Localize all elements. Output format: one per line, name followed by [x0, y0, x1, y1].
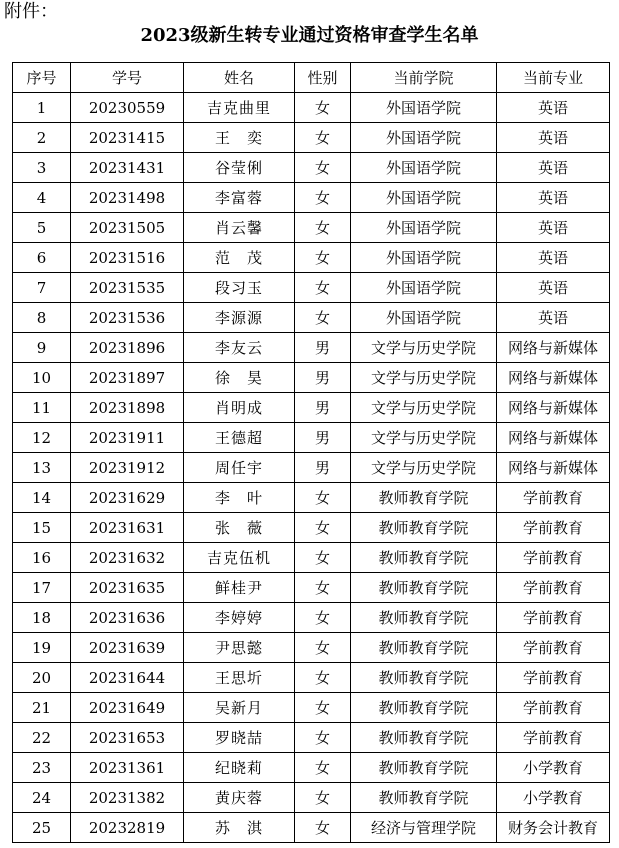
cell-major: 学前教育: [497, 693, 610, 723]
cell-name: 王思圻: [184, 663, 295, 693]
header-index: 序号: [13, 63, 71, 93]
cell-gender: 女: [295, 93, 351, 123]
cell-gender: 男: [295, 423, 351, 453]
cell-gender: 女: [295, 573, 351, 603]
cell-name: 肖云馨: [184, 213, 295, 243]
table-row: [13, 663, 610, 693]
cell-major: 英语: [497, 213, 610, 243]
cell-name: 李源源: [184, 303, 295, 333]
cell-name: 黄庆蓉: [184, 783, 295, 813]
table-row: [13, 243, 610, 273]
cell-major: 网络与新媒体: [497, 393, 610, 423]
cell-index: 10: [13, 363, 71, 393]
table-row: [13, 303, 610, 333]
table-row: [13, 603, 610, 633]
table-row: [13, 783, 610, 813]
cell-index: 9: [13, 333, 71, 363]
cell-name: 张 薇: [184, 513, 295, 543]
cell-name: 李友云: [184, 333, 295, 363]
cell-college: 教师教育学院: [351, 783, 497, 813]
cell-index: 11: [13, 393, 71, 423]
cell-index: 1: [13, 93, 71, 123]
cell-name: 范 茂: [184, 243, 295, 273]
cell-index: 21: [13, 693, 71, 723]
table-row: [13, 723, 610, 753]
cell-index: 12: [13, 423, 71, 453]
cell-college: 文学与历史学院: [351, 393, 497, 423]
cell-major: 学前教育: [497, 513, 610, 543]
cell-college: 教师教育学院: [351, 573, 497, 603]
cell-gender: 女: [295, 303, 351, 333]
table-row: [13, 693, 610, 723]
cell-college: 教师教育学院: [351, 753, 497, 783]
cell-major: 英语: [497, 303, 610, 333]
cell-college: 教师教育学院: [351, 663, 497, 693]
cell-student-id: 20231897: [71, 363, 184, 393]
header-major: 当前专业: [497, 63, 610, 93]
cell-major: 学前教育: [497, 603, 610, 633]
student-roster-table: [12, 62, 610, 843]
cell-gender: 女: [295, 153, 351, 183]
cell-college: 外国语学院: [351, 213, 497, 243]
table-row: [13, 273, 610, 303]
cell-student-id: 20230559: [71, 93, 184, 123]
cell-major: 网络与新媒体: [497, 423, 610, 453]
cell-student-id: 20231636: [71, 603, 184, 633]
cell-student-id: 20231516: [71, 243, 184, 273]
cell-student-id: 20231382: [71, 783, 184, 813]
cell-major: 英语: [497, 273, 610, 303]
cell-major: 英语: [497, 93, 610, 123]
cell-major: 学前教育: [497, 663, 610, 693]
cell-student-id: 20231653: [71, 723, 184, 753]
table-row: [13, 633, 610, 663]
cell-gender: 女: [295, 273, 351, 303]
cell-student-id: 20232819: [71, 813, 184, 843]
header-student-id: 学号: [71, 63, 184, 93]
table-row: [13, 333, 610, 363]
table-row: [13, 393, 610, 423]
cell-college: 外国语学院: [351, 243, 497, 273]
cell-gender: 女: [295, 123, 351, 153]
cell-major: 英语: [497, 183, 610, 213]
table-row: [13, 543, 610, 573]
cell-gender: 男: [295, 363, 351, 393]
cell-index: 8: [13, 303, 71, 333]
cell-college: 外国语学院: [351, 183, 497, 213]
cell-student-id: 20231498: [71, 183, 184, 213]
cell-index: 17: [13, 573, 71, 603]
table-row: [13, 93, 610, 123]
cell-name: 王 奕: [184, 123, 295, 153]
cell-student-id: 20231898: [71, 393, 184, 423]
table-row: [13, 753, 610, 783]
cell-college: 外国语学院: [351, 273, 497, 303]
cell-index: 7: [13, 273, 71, 303]
cell-college: 教师教育学院: [351, 543, 497, 573]
cell-major: 英语: [497, 123, 610, 153]
cell-index: 23: [13, 753, 71, 783]
cell-gender: 女: [295, 813, 351, 843]
cell-major: 网络与新媒体: [497, 333, 610, 363]
cell-major: 小学教育: [497, 783, 610, 813]
cell-gender: 女: [295, 693, 351, 723]
cell-gender: 女: [295, 243, 351, 273]
header-college: 当前学院: [351, 63, 497, 93]
table-row: [13, 513, 610, 543]
cell-name: 吴新月: [184, 693, 295, 723]
cell-index: 18: [13, 603, 71, 633]
cell-college: 教师教育学院: [351, 483, 497, 513]
cell-name: 罗晓喆: [184, 723, 295, 753]
cell-student-id: 20231431: [71, 153, 184, 183]
cell-student-id: 20231415: [71, 123, 184, 153]
cell-gender: 女: [295, 543, 351, 573]
cell-index: 16: [13, 543, 71, 573]
cell-name: 李婷婷: [184, 603, 295, 633]
cell-college: 外国语学院: [351, 93, 497, 123]
cell-index: 2: [13, 123, 71, 153]
attachment-label: 附件：: [4, 1, 58, 22]
cell-name: 纪晓莉: [184, 753, 295, 783]
cell-student-id: 20231635: [71, 573, 184, 603]
cell-name: 鲜桂尹: [184, 573, 295, 603]
cell-major: 英语: [497, 153, 610, 183]
cell-name: 谷莹俐: [184, 153, 295, 183]
cell-name: 吉克伍机: [184, 543, 295, 573]
cell-major: 英语: [497, 243, 610, 273]
cell-college: 外国语学院: [351, 123, 497, 153]
cell-college: 文学与历史学院: [351, 453, 497, 483]
table-row: [13, 813, 610, 843]
table-row: [13, 183, 610, 213]
cell-college: 文学与历史学院: [351, 423, 497, 453]
cell-student-id: 20231361: [71, 753, 184, 783]
cell-student-id: 20231505: [71, 213, 184, 243]
cell-index: 14: [13, 483, 71, 513]
cell-index: 3: [13, 153, 71, 183]
cell-gender: 女: [295, 663, 351, 693]
table-row: [13, 423, 610, 453]
cell-name: 肖明成: [184, 393, 295, 423]
cell-gender: 男: [295, 453, 351, 483]
table-row: [13, 153, 610, 183]
cell-index: 22: [13, 723, 71, 753]
cell-index: 24: [13, 783, 71, 813]
cell-major: 学前教育: [497, 483, 610, 513]
cell-name: 李富蓉: [184, 183, 295, 213]
cell-student-id: 20231644: [71, 663, 184, 693]
cell-college: 教师教育学院: [351, 603, 497, 633]
cell-major: 网络与新媒体: [497, 363, 610, 393]
cell-student-id: 20231639: [71, 633, 184, 663]
cell-student-id: 20231535: [71, 273, 184, 303]
cell-college: 经济与管理学院: [351, 813, 497, 843]
cell-college: 文学与历史学院: [351, 363, 497, 393]
cell-gender: 男: [295, 393, 351, 423]
table-row: [13, 573, 610, 603]
cell-name: 王德超: [184, 423, 295, 453]
cell-student-id: 20231631: [71, 513, 184, 543]
cell-major: 网络与新媒体: [497, 453, 610, 483]
cell-index: 19: [13, 633, 71, 663]
cell-name: 李 叶: [184, 483, 295, 513]
table-row: [13, 123, 610, 153]
cell-gender: 女: [295, 753, 351, 783]
cell-index: 5: [13, 213, 71, 243]
cell-gender: 女: [295, 483, 351, 513]
cell-major: 学前教育: [497, 633, 610, 663]
cell-student-id: 20231912: [71, 453, 184, 483]
cell-name: 徐 昊: [184, 363, 295, 393]
header-name: 姓名: [184, 63, 295, 93]
cell-gender: 女: [295, 213, 351, 243]
cell-college: 教师教育学院: [351, 513, 497, 543]
header-row: [13, 63, 610, 93]
cell-college: 外国语学院: [351, 153, 497, 183]
cell-student-id: 20231896: [71, 333, 184, 363]
cell-index: 4: [13, 183, 71, 213]
table-row: [13, 483, 610, 513]
cell-student-id: 20231629: [71, 483, 184, 513]
cell-name: 苏 淇: [184, 813, 295, 843]
cell-major: 学前教育: [497, 723, 610, 753]
cell-gender: 女: [295, 783, 351, 813]
cell-gender: 女: [295, 633, 351, 663]
cell-major: 财务会计教育: [497, 813, 610, 843]
cell-name: 周任宇: [184, 453, 295, 483]
cell-student-id: 20231649: [71, 693, 184, 723]
cell-index: 6: [13, 243, 71, 273]
cell-index: 25: [13, 813, 71, 843]
table-row: [13, 213, 610, 243]
cell-name: 尹思懿: [184, 633, 295, 663]
cell-major: 学前教育: [497, 573, 610, 603]
table-body: [13, 93, 610, 843]
cell-college: 教师教育学院: [351, 693, 497, 723]
cell-major: 小学教育: [497, 753, 610, 783]
cell-student-id: 20231536: [71, 303, 184, 333]
cell-major: 学前教育: [497, 543, 610, 573]
cell-index: 13: [13, 453, 71, 483]
table-row: [13, 363, 610, 393]
cell-college: 教师教育学院: [351, 723, 497, 753]
cell-college: 教师教育学院: [351, 633, 497, 663]
cell-student-id: 20231632: [71, 543, 184, 573]
table-row: [13, 453, 610, 483]
cell-gender: 男: [295, 333, 351, 363]
cell-index: 20: [13, 663, 71, 693]
cell-college: 文学与历史学院: [351, 333, 497, 363]
cell-name: 段习玉: [184, 273, 295, 303]
cell-gender: 女: [295, 603, 351, 633]
cell-student-id: 20231911: [71, 423, 184, 453]
cell-gender: 女: [295, 513, 351, 543]
document-title: 2023级新生转专业通过资格审查学生名单: [140, 25, 479, 46]
cell-name: 吉克曲里: [184, 93, 295, 123]
header-gender: 性别: [295, 63, 351, 93]
cell-index: 15: [13, 513, 71, 543]
cell-gender: 女: [295, 183, 351, 213]
cell-college: 外国语学院: [351, 303, 497, 333]
cell-gender: 女: [295, 723, 351, 753]
